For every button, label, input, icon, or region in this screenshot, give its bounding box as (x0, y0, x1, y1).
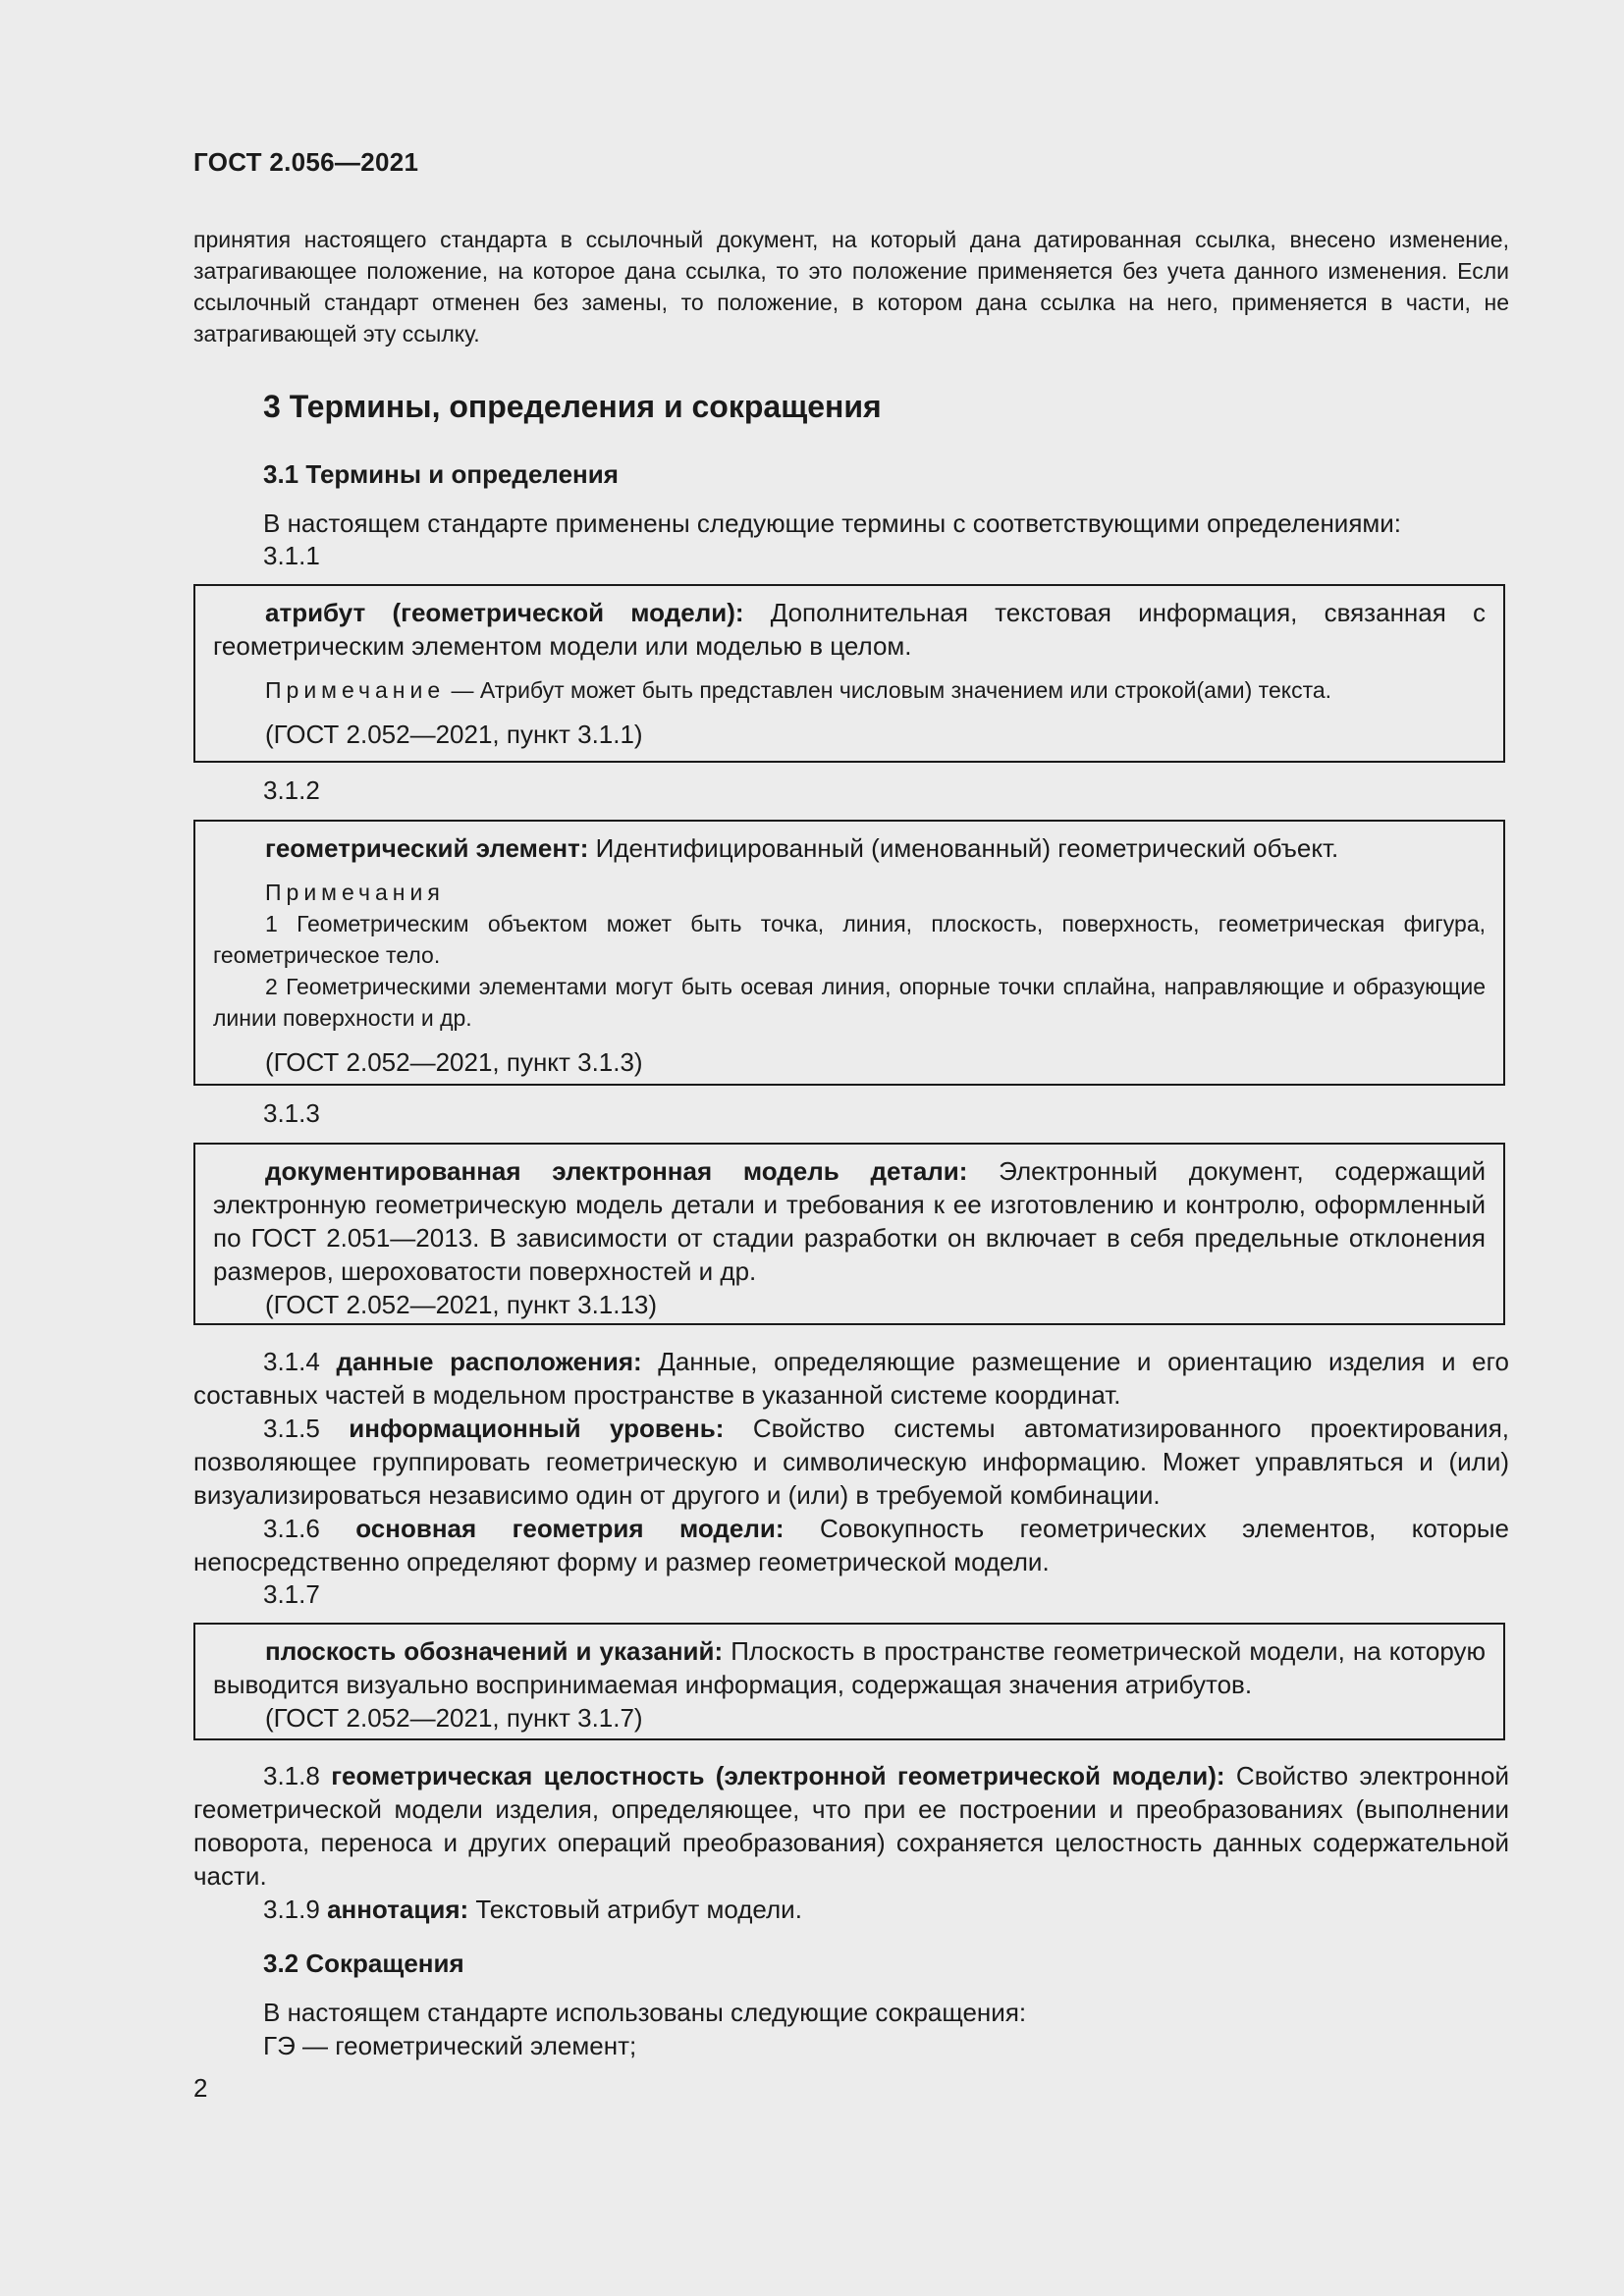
term-3-1-6-term: основная геометрия модели: (355, 1514, 785, 1543)
term-3-1-1-source: (ГОСТ 2.052—2021, пункт 3.1.1) (265, 720, 643, 749)
term-3-1-8: 3.1.8 геометрическая целостность (электронной геометрической модели): Свойство электронной геометрической модели изделия, определяющее, что при ее построении и преобразованиях (выполнении поворота, переноса и других операций преобразования) сохраняется целостность данных содержательной части. (193, 1761, 1509, 1891)
document-page (193, 0, 1509, 2296)
term-3-1-7-definition: плоскость обозначений и указаний: Плоскость в пространстве геометрической модели, на которую выводится визуально воспринимаемая информация, содержащая значения атрибутов. (213, 1636, 1487, 1699)
term-3-1-6: 3.1.6 основная геометрия модели: Совокупность геометрических элементов, которые непосредственно определяют форму и размер геометрической модели. (193, 1514, 1509, 1576)
term-3-1-3-definition: документированная электронная модель детали: Электронный документ, содержащий электронную геометрическую модель детали и требования к ее изготовлению и контролю, оформленный по ГОСТ 2.051—2013. В зависимости от стадии разработки он включает в себя предельные отклонения размеров, шероховатости поверхностей и др. (213, 1156, 1486, 1286)
term-3-1-2-note-2: 2 Геометрическими элементами могут быть осевая линия, опорные точки сплайна, направляющие и образующие линии поверхности и др. (213, 974, 1486, 1031)
subsection-3-1-lead: В настоящем стандарте применены следующие термины с соответствующими определениями: (263, 508, 1402, 538)
term-3-1-2-source: (ГОСТ 2.052—2021, пункт 3.1.3) (265, 1047, 643, 1077)
term-3-1-3-number: 3.1.3 (263, 1098, 320, 1128)
subsection-3-2-lead: В настоящем стандарте использованы следующие сокращения: (263, 1998, 1027, 2027)
term-3-1-7-source: (ГОСТ 2.052—2021, пункт 3.1.7) (265, 1703, 643, 1733)
term-3-1-2-term: геометрический элемент: (265, 833, 589, 863)
term-3-1-2-note-1: 1 Геометрическим объектом может быть точка, линия, плоскость, поверхность, геометрическая фигура, геометрическое тело. (213, 911, 1486, 968)
term-3-1-7-number: 3.1.7 (263, 1579, 320, 1609)
term-3-1-3-box (193, 1143, 1505, 1325)
term-3-1-7-box (193, 1623, 1505, 1740)
term-3-1-2-number: 3.1.2 (263, 775, 320, 805)
term-3-1-2-notes-label: Примечания (265, 880, 445, 905)
term-3-1-8-term: геометрическая целостность (электронной геометрической модели): (331, 1761, 1225, 1790)
term-3-1-1-note: Примечание — Атрибут может быть представлен числовым значением или строкой(ами) текста. (265, 677, 1332, 703)
term-3-1-4-term: данные расположения: (336, 1347, 642, 1376)
term-3-1-1-definition: атрибут (геометрической модели): Дополнительная текстовая информация, связанная с геометрическим элементом модели или моделью в целом. (213, 598, 1487, 661)
subsection-3-2-heading: 3.2 Сокращения (263, 1949, 464, 1978)
term-3-1-3-source: (ГОСТ 2.052—2021, пункт 3.1.13) (265, 1290, 658, 1319)
term-3-1-9: 3.1.9 аннотация: Текстовый атрибут модели. (263, 1895, 802, 1924)
term-3-1-5: 3.1.5 информационный уровень: Свойство системы автоматизированного проектирования, позволяющее группировать геометрическую и символическую информацию. Может управляться и (или) визуализироваться независимо один от другого и (или) в требуемой комбинации. (193, 1414, 1509, 1510)
section-3-heading: 3 Термины, определения и сокращения (263, 389, 882, 424)
term-3-1-2-box (193, 820, 1505, 1086)
abbreviation-ge: ГЭ — геометрический элемент; (263, 2031, 637, 2060)
term-3-1-9-term: аннотация: (327, 1895, 469, 1924)
term-3-1-1-term: атрибут (геометрической модели): (265, 598, 744, 627)
subsection-3-1-heading: 3.1 Термины и определения (263, 459, 619, 489)
term-3-1-1-box (193, 584, 1505, 763)
term-3-1-5-term: информационный уровень: (349, 1414, 725, 1443)
term-3-1-2-definition: геометрический элемент: Идентифицированный (именованный) геометрический объект. (265, 833, 1339, 863)
term-3-1-1-number: 3.1.1 (263, 541, 320, 570)
term-3-1-7-term: плоскость обозначений и указаний: (265, 1636, 724, 1666)
term-3-1-3-term: документированная электронная модель детали: (265, 1156, 968, 1186)
page-number: 2 (193, 2073, 208, 2103)
intro-paragraph: принятия настоящего стандарта в ссылочный документ, на который дана датированная ссылка, внесено изменение, затрагивающее положение, на которое дана ссылка, то это положение применяется без учета данного изменения. Если ссылочный стандарт отменен без замены, то положение, в котором дана ссылка на него, применяется в части, не затрагивающей эту ссылку. (193, 227, 1509, 347)
term-3-1-4: 3.1.4 данные расположения: Данные, определяющие размещение и ориентацию изделия и его составных частей в модельном пространстве в указанной системе координат. (193, 1347, 1510, 1410)
document-header: ГОСТ 2.056—2021 (193, 147, 419, 177)
